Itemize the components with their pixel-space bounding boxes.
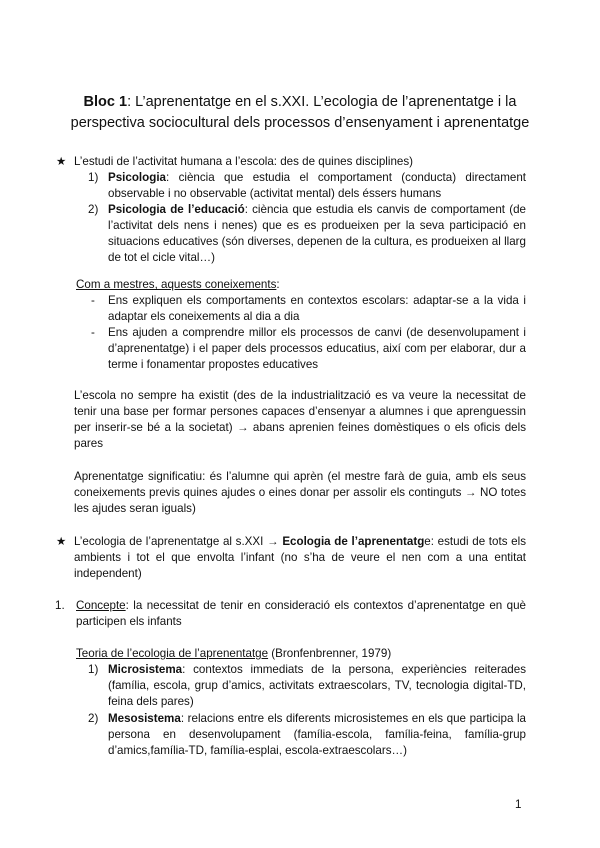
paragraph-significant-learning: Aprenentatge significatiu: és l’alumne qui aprèn (el mestre farà de guia, amb els seus coneixements previs quines ajudes o eines donar per assolir els continguts → NO totes les ajudes seran iguals) [74, 470, 526, 515]
section3-number: 1. [55, 599, 65, 612]
dash-bullet: - [91, 326, 95, 339]
teachers-item-2: Ens ajuden a comprendre millor els processos de canvi (de desenvolupament i d’aprenentatge) i el paper dels processos educatius, així com per elaborar, dur a terme i fonamentar propostes educatives [108, 326, 526, 371]
page-number: 1 [515, 798, 522, 811]
definition-psicologia: : ciència que estudia el comportament (conducta) directament observable i no observable (activitat mental) dels éssers humans [108, 171, 526, 200]
concept-label: Concepte [76, 599, 126, 612]
title-rest: : L’aprenentatge en el s.XXI. L’ecologia de l’aprenentatge i la perspectiva sociocultural dels processos d’ensenyament i aprenentatge [70, 94, 530, 131]
star-bullet-1: ★ [56, 155, 67, 168]
term-psicologia: Psicologia [108, 171, 166, 184]
definition-psicologia-educacio: : ciència que estudia els canvis de comportament (de l’activitat dels nens i nenes) que es es produeixen per la seva participació en situacions educatives (són diverses, depenen de la cultura, es produeixen al llarg de tot el cicle vital…) [108, 203, 526, 264]
list-item-psicologia [108, 170, 526, 202]
theory-reference: (Bronfenbrenner, 1979) [268, 647, 392, 660]
item-number: 1) [88, 663, 99, 676]
section2-post: e: estudi de tots els ambients i tot el que envolta l’infant (no s’ha de veure el nen com a una entitat independent) [74, 535, 526, 580]
definition-microsistema: : contextos immediats de la persona, experiències reiterades (família, escola, grup d’amics, activitats extraescolars, TV, tecnologia digital-TD, feina dels pares) [108, 663, 526, 708]
item-number: 2) [88, 203, 99, 216]
teachers-heading-colon: : [276, 278, 280, 291]
item-number: 2) [88, 712, 99, 725]
definition-mesosistema: : relacions entre els diferents microsistemes en els que participa la persona en desenvolupament (família-escola, família-feina, família-grup d’amics,família-TD, família-esplai, escola-extraescolars…) [108, 712, 526, 757]
term-mesosistema: Mesosistema [108, 712, 181, 725]
section2-paragraph [74, 534, 526, 582]
title-bold: Bloc 1 [83, 94, 128, 110]
teachers-heading [76, 277, 526, 293]
theory-heading [76, 646, 526, 662]
concept-text: : la necessitat de tenir en consideració els contextos d’aprenentatge en què participen els infants [76, 599, 526, 628]
term-psicologia-educacio: Psicologia de l’educació [108, 203, 245, 216]
concept-paragraph [76, 598, 526, 630]
list-item-microsistema [108, 662, 526, 710]
section2-pre: L’ecologia de l’aprenentatge al s.XXI → [74, 535, 283, 548]
list-item-psicologia-educacio [108, 202, 526, 266]
list-item-mesosistema [108, 711, 526, 759]
page-title [60, 92, 540, 134]
star-bullet-2: ★ [56, 535, 67, 548]
dash-bullet: - [91, 294, 95, 307]
teachers-item-1: Ens expliquen els comportaments en contextos escolars: adaptar-se a la vida i adaptar els coneixements al dia a dia [108, 294, 526, 323]
section2-bold: Ecologia de l’aprenentatg [282, 535, 425, 548]
section1-heading: L’estudi de l’activitat humana a l’escola: des de quines disciplines) [74, 155, 413, 168]
item-number: 1) [88, 171, 99, 184]
teachers-heading-text: Com a mestres, aquests coneixements [76, 278, 277, 291]
paragraph-school: L’escola no sempre ha existit (des de la industrialització es va veure la necessitat de tenir una base per formar persones capaces d’ensenyar a alumnes i que aprenguessin per inserir-se bé a la societat) → abans aprenien feines domèstiques o els oficis dels pares [74, 389, 526, 450]
term-microsistema: Microsistema [108, 663, 183, 676]
theory-label: Teoria de l’ecologia de l’aprenentatge [76, 647, 269, 660]
